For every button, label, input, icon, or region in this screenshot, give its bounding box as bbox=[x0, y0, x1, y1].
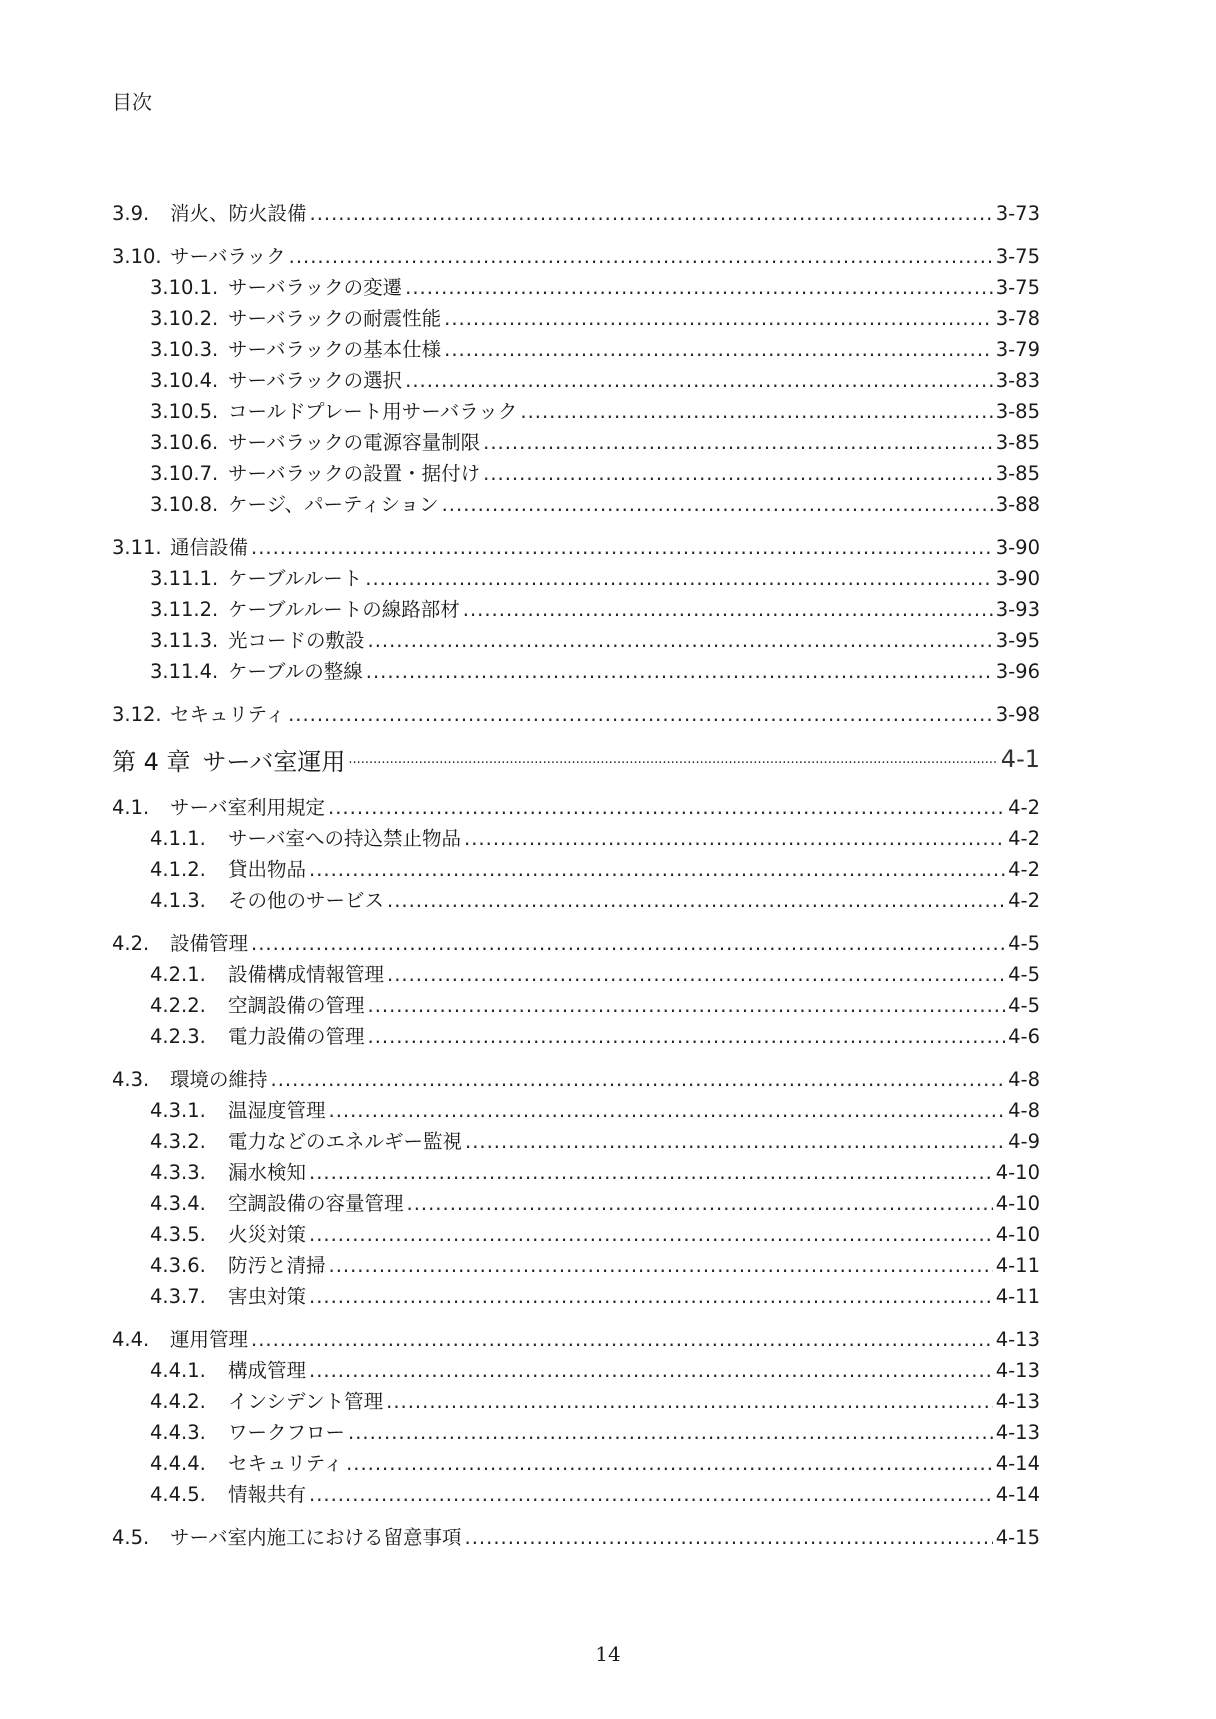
toc-entry-title: 電力などのエネルギー監視 bbox=[228, 1130, 463, 1153]
toc-entry-page: 4-8 bbox=[1008, 1068, 1040, 1091]
toc-entry[interactable] bbox=[112, 823, 1040, 854]
toc-leader-dots bbox=[465, 1526, 993, 1549]
toc-entry[interactable] bbox=[112, 792, 1040, 823]
toc-entry[interactable] bbox=[112, 959, 1040, 990]
toc-leader-dots bbox=[328, 796, 1005, 819]
toc-leader-dots bbox=[346, 1452, 993, 1475]
toc-leader-dots bbox=[251, 932, 1005, 955]
toc-entry-page: 3-96 bbox=[995, 660, 1040, 683]
toc-leader-dots bbox=[405, 369, 993, 392]
toc-entry[interactable] bbox=[112, 241, 1040, 272]
toc-leader-dots bbox=[442, 493, 993, 516]
toc-entry-page: 4-15 bbox=[995, 1526, 1040, 1549]
toc-entry[interactable] bbox=[112, 594, 1040, 625]
toc-entry-title: 設備管理 bbox=[170, 932, 249, 955]
toc-entry-number: 4.4.2. bbox=[150, 1390, 206, 1413]
toc-entry-page: 4-10 bbox=[995, 1161, 1040, 1184]
toc-entry-title: 光コードの敷設 bbox=[228, 629, 365, 652]
toc-entry[interactable] bbox=[112, 427, 1040, 458]
toc-entry-page: 3-90 bbox=[995, 567, 1040, 590]
toc-entry-number: 4.3.6. bbox=[150, 1254, 206, 1277]
toc-entry-title: ケージ、パーティション bbox=[228, 493, 439, 516]
toc-entry[interactable] bbox=[112, 1157, 1040, 1188]
toc-entry-title: 火災対策 bbox=[228, 1223, 307, 1246]
toc-entry-page: 4-13 bbox=[995, 1328, 1040, 1351]
toc-entry-page: 3-85 bbox=[995, 400, 1040, 423]
toc-entry-title: ケーブルの整線 bbox=[228, 660, 363, 683]
toc-entry-title: 害虫対策 bbox=[228, 1285, 307, 1308]
toc-entry-number: 4.4.3. bbox=[150, 1421, 206, 1444]
toc-entry[interactable] bbox=[112, 1021, 1040, 1052]
toc-entry[interactable] bbox=[112, 1250, 1040, 1281]
toc-entry-number: 第 4 章 bbox=[112, 747, 191, 776]
toc-entry-title: サーバラック bbox=[170, 245, 286, 268]
toc-entry-page: 4-13 bbox=[995, 1390, 1040, 1413]
toc-entry-title: 貸出物品 bbox=[228, 858, 307, 881]
toc-entry[interactable] bbox=[112, 563, 1040, 594]
toc-entry-page: 3-90 bbox=[995, 536, 1040, 559]
toc-entry-number: 4.5. bbox=[112, 1526, 150, 1549]
toc-entry-title: 環境の維持 bbox=[170, 1068, 268, 1091]
toc-entry-title: インシデント管理 bbox=[228, 1390, 384, 1413]
toc-entry[interactable] bbox=[112, 303, 1040, 334]
toc-entry-page: 4-1 bbox=[1000, 745, 1040, 773]
toc-entry-title: 空調設備の管理 bbox=[228, 994, 365, 1017]
toc-entry[interactable] bbox=[112, 365, 1040, 396]
toc-entry-page: 4-10 bbox=[995, 1223, 1040, 1246]
toc-entry-page: 3-75 bbox=[995, 245, 1040, 268]
toc-entry-page: 4-5 bbox=[1008, 963, 1040, 986]
toc-entry-title: コールドプレート用サーバラック bbox=[228, 400, 518, 423]
toc-entry-number: 4.2. bbox=[112, 932, 150, 955]
toc-leader-dots bbox=[386, 1390, 993, 1413]
toc-entry[interactable] bbox=[112, 854, 1040, 885]
toc-entry-title: セキュリティ bbox=[170, 703, 286, 726]
toc-leader-dots bbox=[365, 567, 992, 590]
toc-entry[interactable] bbox=[112, 928, 1040, 959]
toc-entry-page: 4-9 bbox=[1008, 1130, 1040, 1153]
toc-entry-page: 3-93 bbox=[995, 598, 1040, 621]
toc-entry[interactable] bbox=[112, 1355, 1040, 1386]
toc-entry[interactable] bbox=[112, 885, 1040, 916]
toc-entry[interactable] bbox=[112, 990, 1040, 1021]
toc-entry-number: 3.10.2. bbox=[150, 307, 219, 330]
toc-entry-page: 4-5 bbox=[1008, 932, 1040, 955]
toc-leader-dots bbox=[463, 598, 993, 621]
toc-entry-page: 4-6 bbox=[1008, 1025, 1040, 1048]
toc-entry[interactable] bbox=[112, 198, 1040, 229]
toc-entry-number: 4.1.1. bbox=[150, 827, 206, 850]
toc-entry-title: サーバ室内施工における留意事項 bbox=[170, 1526, 462, 1549]
toc-entry-title: 情報共有 bbox=[228, 1483, 307, 1506]
toc-entry-number: 4.3.7. bbox=[150, 1285, 206, 1308]
toc-entry-page: 4-10 bbox=[995, 1192, 1040, 1215]
toc-entry-page: 4-11 bbox=[995, 1254, 1040, 1277]
toc-entry-title: 温湿度管理 bbox=[228, 1099, 326, 1122]
toc-entry-title: サーバラックの設置・据付け bbox=[228, 462, 481, 485]
toc-entry[interactable] bbox=[112, 334, 1040, 365]
page-number: 14 bbox=[595, 1642, 621, 1666]
toc-entry-page: 4-14 bbox=[995, 1483, 1040, 1506]
toc-entry-number: 3.10.3. bbox=[150, 338, 219, 361]
toc-entry-title: サーバラックの変遷 bbox=[228, 276, 403, 299]
toc-leader-dots bbox=[483, 462, 993, 485]
toc-leader-dots bbox=[444, 307, 993, 330]
toc-entry[interactable] bbox=[112, 1448, 1040, 1479]
toc-leader-dots bbox=[310, 202, 993, 225]
toc-entry-number: 3.10.6. bbox=[150, 431, 219, 454]
toc-entry-title: サーバラックの電源容量制限 bbox=[228, 431, 481, 454]
toc-entry-title: セキュリティ bbox=[228, 1452, 344, 1475]
toc-entry[interactable] bbox=[112, 625, 1040, 656]
toc-entry-page: 4-13 bbox=[995, 1421, 1040, 1444]
toc-entry[interactable] bbox=[112, 1386, 1040, 1417]
toc-entry-page: 4-2 bbox=[1008, 796, 1040, 819]
toc-entry-page: 4-2 bbox=[1008, 889, 1040, 912]
toc-entry-title: ケーブルルート bbox=[228, 567, 363, 590]
toc-entry-number: 4.3.4. bbox=[150, 1192, 206, 1215]
toc-entry[interactable] bbox=[112, 1417, 1040, 1448]
toc-entry-title: サーバラックの耐震性能 bbox=[228, 307, 442, 330]
toc-leader-dots bbox=[251, 536, 993, 559]
toc-entry-title: 防汚と清掃 bbox=[228, 1254, 326, 1277]
toc-entry-number: 4.1.3. bbox=[150, 889, 206, 912]
toc-entry-page: 3-73 bbox=[995, 202, 1040, 225]
toc-entry-page: 4-8 bbox=[1008, 1099, 1040, 1122]
toc-entry-number: 3.10.4. bbox=[150, 369, 219, 392]
toc-entry-number: 3.10. bbox=[112, 245, 162, 268]
toc-entry-number: 3.10.7. bbox=[150, 462, 219, 485]
toc-entry-number: 3.12. bbox=[112, 703, 162, 726]
toc-entry-number: 3.11.4. bbox=[150, 660, 219, 683]
toc-entry-title: ワークフロー bbox=[228, 1421, 346, 1444]
toc-entry-number: 4.3.5. bbox=[150, 1223, 206, 1246]
toc-leader-dots bbox=[289, 245, 993, 268]
toc-entry-title: サーバ室利用規定 bbox=[170, 796, 326, 819]
toc-entry-number: 3.10.8. bbox=[150, 493, 219, 516]
toc-leader-dots bbox=[329, 1099, 1006, 1122]
toc-entry-page: 3-79 bbox=[995, 338, 1040, 361]
toc-leader-dots bbox=[309, 1483, 993, 1506]
toc-leader-dots bbox=[405, 276, 993, 299]
toc-entry[interactable] bbox=[112, 1479, 1040, 1510]
toc-entry-page: 3-75 bbox=[995, 276, 1040, 299]
toc-leader-dots bbox=[464, 827, 1005, 850]
toc-entry-number: 4.3. bbox=[112, 1068, 150, 1091]
toc-entry[interactable] bbox=[112, 1126, 1040, 1157]
toc-entry[interactable] bbox=[112, 1324, 1040, 1355]
toc-leader-dots bbox=[251, 1328, 993, 1351]
toc-entry-title: 設備構成情報管理 bbox=[228, 963, 385, 986]
toc-entry-title: 消火、防火設備 bbox=[170, 202, 307, 225]
toc-entry-page: 4-5 bbox=[1008, 994, 1040, 1017]
toc-leader-dots bbox=[368, 1025, 1006, 1048]
toc-entry-page: 4-11 bbox=[995, 1285, 1040, 1308]
toc-entry-number: 4.1. bbox=[112, 796, 150, 819]
toc-entry-title: 空調設備の容量管理 bbox=[228, 1192, 404, 1215]
toc-entry[interactable] bbox=[112, 1188, 1040, 1219]
toc-leader-dots bbox=[387, 963, 1005, 986]
toc-entry-page: 4-2 bbox=[1008, 827, 1040, 850]
toc-entry-number: 4.2.1. bbox=[150, 963, 206, 986]
toc-entry[interactable] bbox=[112, 1064, 1040, 1095]
toc-entry-number: 3.11. bbox=[112, 536, 162, 559]
toc-leader-dots bbox=[444, 338, 993, 361]
toc-entry[interactable] bbox=[112, 1522, 1040, 1553]
toc-entry[interactable] bbox=[112, 458, 1040, 489]
toc-leader-dots bbox=[288, 703, 993, 726]
toc-entry-number: 3.11.2. bbox=[150, 598, 219, 621]
toc-entry-title: 運用管理 bbox=[170, 1328, 249, 1351]
toc-entry[interactable] bbox=[112, 396, 1040, 427]
table-of-contents bbox=[112, 198, 1040, 1553]
toc-entry-title: ケーブルルートの線路部材 bbox=[228, 598, 460, 621]
toc-leader-dots bbox=[309, 858, 1005, 881]
toc-entry[interactable] bbox=[112, 656, 1040, 687]
toc-entry-number: 4.4.5. bbox=[150, 1483, 206, 1506]
toc-entry-page: 4-14 bbox=[995, 1452, 1040, 1475]
toc-entry-page: 3-98 bbox=[995, 703, 1040, 726]
toc-entry[interactable] bbox=[112, 1219, 1040, 1250]
toc-entry-number: 4.4.1. bbox=[150, 1359, 206, 1382]
toc-leader-dots bbox=[329, 1254, 993, 1277]
toc-entry-number: 3.9. bbox=[112, 202, 150, 225]
toc-entry-number: 4.2.2. bbox=[150, 994, 206, 1017]
toc-entry-title: サーバ室への持込禁止物品 bbox=[228, 827, 462, 850]
toc-entry-number: 3.11.3. bbox=[150, 629, 219, 652]
toc-entry[interactable] bbox=[112, 532, 1040, 563]
toc-entry-title: サーバラックの選択 bbox=[228, 369, 403, 392]
toc-entry-title: 通信設備 bbox=[170, 536, 249, 559]
toc-entry-number: 4.2.3. bbox=[150, 1025, 206, 1048]
toc-entry-number: 4.3.2. bbox=[150, 1130, 206, 1153]
toc-entry-page: 3-85 bbox=[995, 431, 1040, 454]
toc-entry-page: 3-85 bbox=[995, 462, 1040, 485]
toc-entry-page: 4-13 bbox=[995, 1359, 1040, 1382]
toc-entry-title: その他のサービス bbox=[228, 889, 385, 912]
toc-entry[interactable] bbox=[112, 1095, 1040, 1126]
toc-leader-dots bbox=[520, 400, 992, 423]
toc-entry[interactable] bbox=[112, 489, 1040, 520]
toc-leader-dots bbox=[271, 1068, 1006, 1091]
toc-leader-dots bbox=[368, 629, 993, 652]
toc-leader-dots bbox=[465, 1130, 1005, 1153]
toc-entry-number: 4.4. bbox=[112, 1328, 150, 1351]
toc-entry-page: 3-78 bbox=[995, 307, 1040, 330]
toc-entry-number: 4.1.2. bbox=[150, 858, 206, 881]
toc-leader-dots bbox=[368, 994, 1006, 1017]
toc-leader-dots bbox=[309, 1359, 993, 1382]
toc-leader-dots bbox=[387, 889, 1005, 912]
toc-entry-number: 3.11.1. bbox=[150, 567, 219, 590]
toc-entry-page: 3-95 bbox=[995, 629, 1040, 652]
toc-entry-page: 3-83 bbox=[995, 369, 1040, 392]
toc-entry-number: 4.3.3. bbox=[150, 1161, 206, 1184]
toc-entry[interactable] bbox=[112, 1281, 1040, 1312]
toc-entry-title: 漏水検知 bbox=[228, 1161, 307, 1184]
toc-entry-number: 3.10.1. bbox=[150, 276, 219, 299]
toc-leader-dots bbox=[407, 1192, 993, 1215]
toc-entry-number: 3.10.5. bbox=[150, 400, 219, 423]
toc-leader-dots bbox=[366, 660, 993, 683]
toc-entry-number: 4.3.1. bbox=[150, 1099, 206, 1122]
toc-chapter-entry[interactable] bbox=[112, 738, 1040, 780]
toc-entry-title: サーバ室運用 bbox=[202, 747, 346, 776]
toc-entry-page: 3-88 bbox=[995, 493, 1040, 516]
toc-entry-title: 電力設備の管理 bbox=[228, 1025, 365, 1048]
toc-leader-dots bbox=[309, 1161, 993, 1184]
toc-entry[interactable] bbox=[112, 699, 1040, 730]
toc-leader-dots bbox=[348, 1421, 993, 1444]
toc-leader-dots bbox=[483, 431, 993, 454]
toc-leader-dots bbox=[309, 1223, 993, 1246]
toc-entry-title: 構成管理 bbox=[228, 1359, 307, 1382]
toc-leader-dots bbox=[309, 1285, 993, 1308]
toc-entry[interactable] bbox=[112, 272, 1040, 303]
toc-entry-number: 4.4.4. bbox=[150, 1452, 206, 1475]
page-header-title: 目次 bbox=[112, 90, 152, 114]
toc-entry-page: 4-2 bbox=[1008, 858, 1040, 881]
toc-leader-dots bbox=[348, 752, 997, 767]
toc-entry-title: サーバラックの基本仕様 bbox=[228, 338, 442, 361]
